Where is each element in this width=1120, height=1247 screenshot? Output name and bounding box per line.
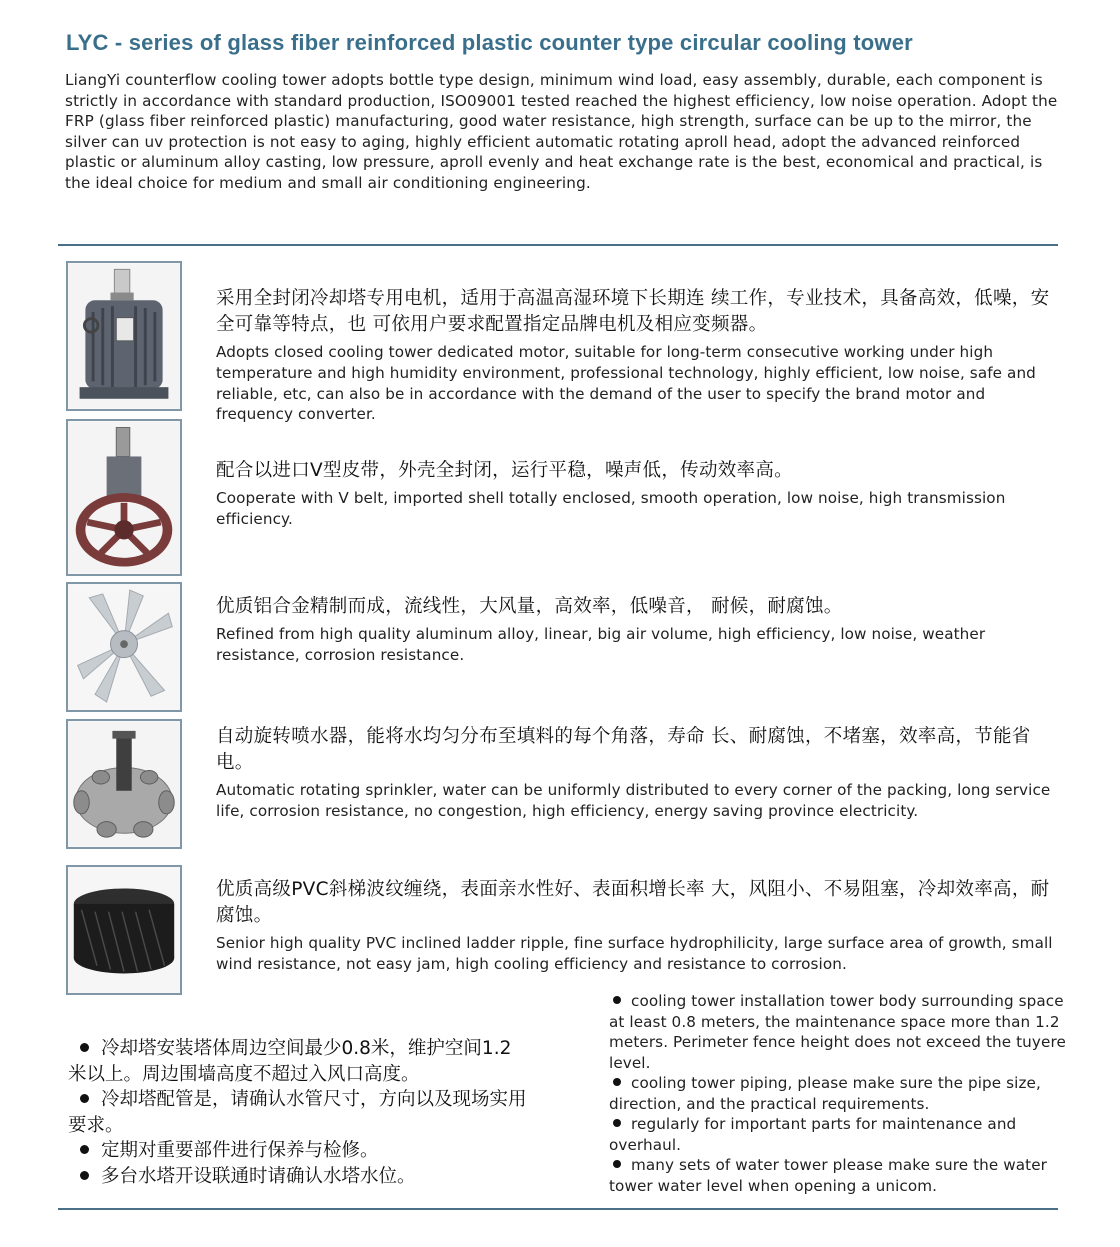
bullet-icon (613, 996, 621, 1004)
sprinkler-head-photo (66, 719, 182, 849)
note-en-item: regularly for important parts for maintenance and overhaul. (609, 1115, 1017, 1154)
motor-image (68, 263, 180, 409)
note-zh-item: 冷却塔安装塔体周边空间最少0.8米，维护空间1.2米以上。周边围墙高度不超过入风口高度。 (68, 1038, 512, 1085)
feature-en-text: Senior high quality PVC inclined ladder ripple, fine surface hydrophilicity, large surface area of growth, small wind resistance, not easy jam, high cooling efficiency and resistance to corrosion. (216, 934, 1053, 973)
pvc-fill-image (68, 867, 180, 993)
bullet-icon (80, 1043, 89, 1052)
bullet-icon (613, 1078, 621, 1086)
page-title: LYC - series of glass fiber reinforced plastic counter type circular cooling tower (66, 30, 913, 55)
feature-sprinkler (216, 724, 1066, 822)
feature-zh-text: 自动旋转喷水器，能将水均匀分布至填料的每个角落，寿命 长、耐腐蚀，不堵塞，效率高，节能省电。 (216, 726, 1031, 773)
bottom-divider (58, 1208, 1058, 1210)
feature-zh-text: 优质高级PVC斜梯波纹缠绕，表面亲水性好、表面积增长率 大，风阻小、不易阻塞，冷却效率高，耐腐蚀。 (216, 879, 1050, 926)
feature-motor (216, 286, 1066, 425)
fan-image (68, 584, 180, 710)
bullet-icon (613, 1119, 621, 1127)
note-zh-item: 冷却塔配管是，请确认水管尺寸，方向以及现场实用要求。 (68, 1089, 527, 1136)
intro-paragraph: LiangYi counterflow cooling tower adopts bottle type design, minimum wind load, easy assembly, durable, each component is strictly in accordance with standard production, ISO09001 tested reached the highest efficiency, low noise operation. Adopt the FRP (glass fiber reinforced plastic) manufacturing, good water resistance, high strength, surface can be up to the mirror, the silver can uv protection is not easy to aging, highly efficient automatic rotating aproll head, adopt the advanced reinforced plastic or aluminum alloy casting, low pressure, aproll evenly and heat exchange rate is the best, economical and practical, is the ideal choice for medium and small air conditioning engineering. (65, 71, 1058, 192)
feature-fan (216, 594, 1066, 666)
bullet-icon (80, 1094, 89, 1103)
bullet-icon (80, 1145, 89, 1154)
bullet-icon (613, 1160, 621, 1168)
note-en-item: cooling tower piping, please make sure the pipe size, direction, and the practical requirements. (609, 1074, 1041, 1113)
note-en-item: cooling tower installation tower body surrounding space at least 0.8 meters, the maintenance space more than 1.2 meters. Perimeter fence height does not exceed the tuyere level. (609, 992, 1066, 1072)
feature-pulley (216, 458, 1066, 530)
feature-zh-text: 采用全封闭冷却塔专用电机，适用于高温高湿环境下长期连 续工作，专业技术，具备高效，低噪，安全可靠等特点，也 可依用户要求配置指定品牌电机及相应变频器。 (216, 288, 1050, 335)
bullet-icon (80, 1171, 89, 1180)
notes-english (609, 991, 1069, 1196)
feature-en-text: Adopts closed cooling tower dedicated motor, suitable for long-term consecutive working under high temperature and high humidity environment, professional technology, highly efficient, low noise, safe and reliable, etc, can also be in accordance with the demand of the user to specify the brand motor and frequency converter. (216, 343, 1036, 424)
feature-en-text: Cooperate with V belt, imported shell totally enclosed, smooth operation, low noise, high transmission efficiency. (216, 489, 1006, 528)
feature-en-text: Automatic rotating sprinkler, water can be uniformly distributed to every corner of the packing, long service life, corrosion resistance, no congestion, high efficiency, energy saving province electricity. (216, 781, 1051, 820)
fan-blade-photo (66, 582, 182, 712)
feature-pvc-fill (216, 877, 1066, 975)
top-divider (58, 244, 1058, 246)
note-zh-item: 多台水塔开设联通时请确认水塔水位。 (68, 1164, 528, 1190)
v-belt-pulley-photo (66, 419, 182, 576)
note-en-item: many sets of water tower please make sure the water tower water level when opening a unicom. (609, 1156, 1048, 1195)
motor-photo (66, 261, 182, 411)
feature-en-text: Refined from high quality aluminum alloy, linear, big air volume, high efficiency, low noise, weather resistance, corrosion resistance. (216, 625, 986, 664)
notes-chinese (68, 1036, 528, 1189)
feature-zh-text: 配合以进口V型皮带，外壳全封闭，运行平稳，噪声低，传动效率高。 (216, 460, 793, 481)
pvc-fill-photo (66, 865, 182, 995)
sprinkler-image (68, 721, 180, 847)
pulley-image (68, 421, 180, 574)
feature-zh-text: 优质铝合金精制而成，流线性，大风量，高效率，低噪音， 耐候，耐腐蚀。 (216, 596, 843, 617)
note-zh-item: 定期对重要部件进行保养与检修。 (68, 1138, 528, 1164)
